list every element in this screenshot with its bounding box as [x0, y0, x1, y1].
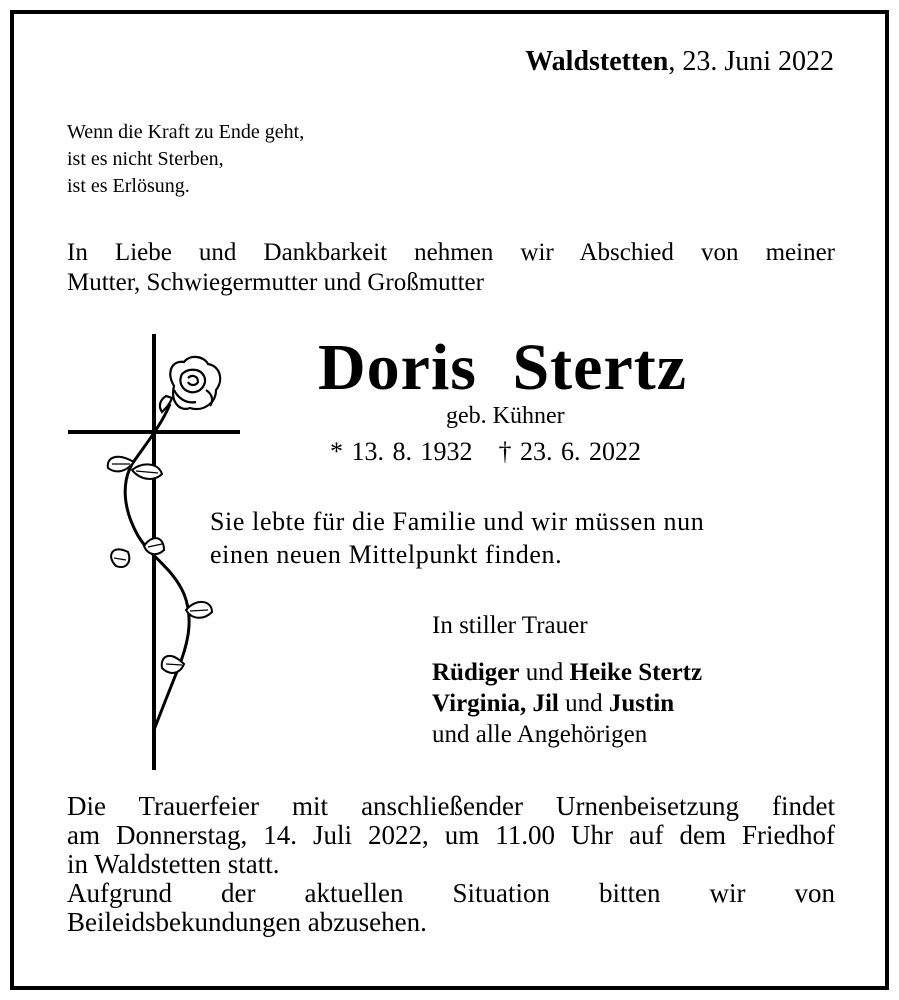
quote-line: ist es nicht Sterben,: [67, 148, 224, 170]
birth-date: * 13. 8. 1932: [330, 437, 473, 466]
epigraph-quote: [67, 119, 304, 200]
quote-line: Wenn die Kraft zu Ende geht,: [67, 121, 305, 143]
tribute-text: [210, 505, 704, 571]
life-dates: [330, 437, 641, 467]
funeral-line: Die Trauerfeier mit anschließender Urnenbeisetzung findet: [67, 791, 835, 821]
place-and-date: [525, 46, 834, 78]
funeral-line: in Waldstetten statt.: [67, 849, 280, 879]
mourners-list: [432, 657, 702, 750]
mourner-name: Rüdiger: [432, 659, 520, 686]
farewell-intro: [67, 238, 835, 298]
connector-text: und: [519, 659, 570, 686]
mourners-line: [432, 657, 702, 688]
funeral-line: Beileidsbekundungen abzusehen.: [67, 907, 427, 937]
publication-date: , 23. Juni 2022: [668, 46, 834, 77]
mourner-name: Virginia, Jil: [432, 690, 559, 717]
death-date: † 23. 6. 2022: [498, 437, 641, 466]
mourner-name: Heike Stertz: [569, 659, 703, 686]
mourners-line: und alle Angehörigen: [432, 721, 648, 748]
maiden-name: geb. Kühner: [446, 403, 565, 429]
funeral-line: am Donnerstag, 14. Juli 2022, um 11.00 Uhr auf dem Friedhof: [67, 820, 835, 850]
connector-text: und: [558, 690, 609, 717]
funeral-line: Aufgrund der aktuellen Situation bitten wir von: [67, 878, 835, 908]
tribute-line: einen neuen Mittelpunkt finden.: [210, 540, 563, 569]
intro-line: Mutter, Schwiegermutter und Großmutter: [67, 269, 484, 296]
tribute-line: Sie lebte für die Familie und wir müssen nun: [210, 507, 705, 536]
place-name: Waldstetten: [525, 46, 669, 77]
mourners-line: [432, 688, 702, 719]
mourning-heading: In stiller Trauer: [432, 612, 588, 639]
intro-line: In Liebe und Dankbarkeit nehmen wir Abschied von meiner: [67, 239, 835, 266]
funeral-notice: [67, 792, 835, 937]
deceased-name: Doris Stertz: [318, 331, 688, 404]
mourner-name: Justin: [608, 690, 675, 717]
quote-line: ist es Erlösung.: [67, 175, 190, 197]
